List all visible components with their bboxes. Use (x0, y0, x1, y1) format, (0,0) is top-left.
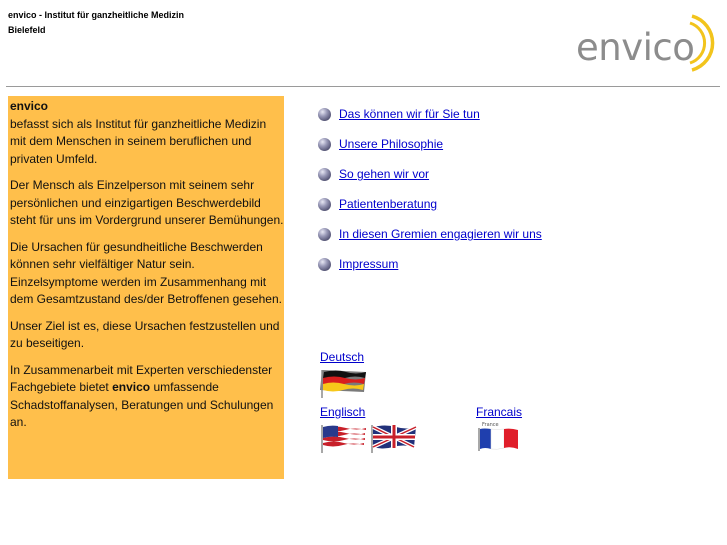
intro-text-5b: umfassende Schadstoffanalysen, Beratungen und Schulungen an. (10, 380, 274, 429)
intro-paragraph-3: Die Ursachen für gesundheitliche Beschwerden können sehr vielfältiger Natur sein. Einzelsymptome werden im Zusammenhang mit dem Gesamtzustand des/der Betroffenen gesehen. (10, 239, 282, 306)
us-flag-icon[interactable] (320, 423, 368, 453)
sphere-bullet-icon (318, 228, 331, 241)
french-flag-icon[interactable] (476, 419, 524, 453)
uk-flag-icon[interactable] (370, 423, 418, 453)
sphere-bullet-icon (318, 108, 331, 121)
language-link-francais[interactable]: Francais (476, 405, 523, 419)
header-city: Bielefeld (8, 25, 46, 35)
sphere-bullet-icon (318, 168, 331, 181)
french-flag-caption: France (482, 422, 499, 428)
sphere-bullet-icon (318, 198, 331, 211)
intro-paragraph-1 (10, 98, 284, 168)
header-title: envico - Institut für ganzheitliche Medizin (8, 10, 185, 20)
language-link-deutsch[interactable]: Deutsch (320, 350, 365, 364)
intro-paragraph-2: Der Mensch als Einzelperson mit seinem sehr persönlichen und einzigartigen Beschwerdebild steht für uns im Vordergrund unserer Bemühungen. (10, 178, 284, 227)
site-header (8, 8, 184, 38)
german-flag-icon[interactable] (320, 368, 368, 398)
nav-link-patient-advice[interactable]: Patientenberatung (339, 197, 438, 211)
sphere-bullet-icon (318, 138, 331, 151)
logo-text: envico (576, 26, 695, 69)
envico-logo (574, 12, 719, 74)
sphere-bullet-icon (318, 258, 331, 271)
intro-brand: envico (10, 99, 49, 113)
intro-paragraph-5 (10, 362, 284, 432)
intro-brand-inline: envico (112, 380, 151, 394)
nav-link-committees[interactable]: In diesen Gremien engagieren wir uns (339, 227, 542, 241)
intro-text-1: befasst sich als Institut für ganzheitliche Medizin mit dem Menschen in seinem beruflichen und privaten Umfeld. (10, 116, 267, 166)
intro-panel (8, 96, 284, 479)
nav-link-philosophy[interactable]: Unsere Philosophie (339, 137, 444, 151)
intro-paragraph-4: Unser Ziel ist es, diese Ursachen festzustellen und zu beseitigen. (10, 318, 280, 350)
header-divider (6, 86, 720, 87)
nav-link-approach[interactable]: So gehen wir vor (339, 167, 430, 181)
intro-text-5a: In Zusammenarbeit mit Experten verschiedenster Fachgebiete bietet (10, 362, 273, 394)
nav-link-services[interactable]: Das können wir für Sie tun (339, 107, 480, 121)
nav-link-imprint[interactable]: Impressum (339, 257, 399, 271)
language-link-englisch[interactable]: Englisch (320, 405, 366, 419)
